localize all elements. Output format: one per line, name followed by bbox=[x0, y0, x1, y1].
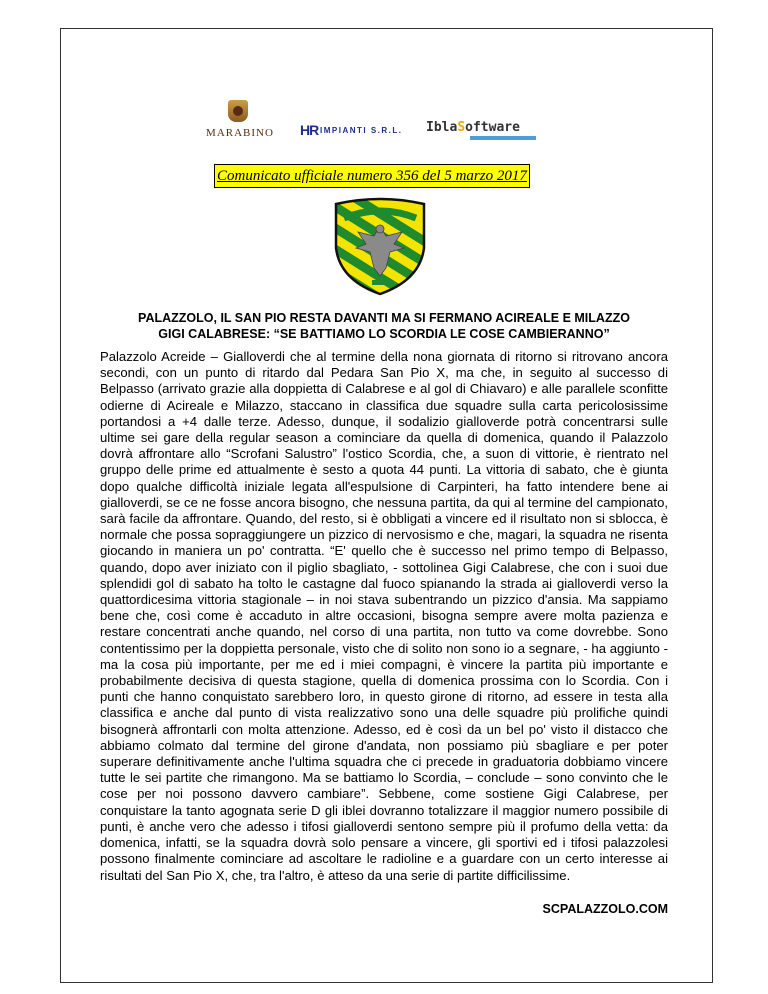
marabino-wordmark: MARABINO bbox=[206, 127, 274, 139]
ibla-software-word-right: oftware bbox=[465, 120, 520, 135]
article-headline bbox=[98, 310, 670, 342]
ibla-software-wordmark bbox=[426, 120, 520, 135]
communique-title: Comunicato ufficiale numero 356 del 5 marzo 2017 bbox=[214, 164, 530, 188]
headline-line-1: PALAZZOLO, IL SAN PIO RESTA DAVANTI MA SI FERMANO ACIREALE E MILAZZO bbox=[138, 311, 630, 325]
article-body: Palazzolo Acreide – Gialloverdi che al termine della nona giornata di ritorno si ritrovano ancora secondi, con un punto di ritardo dal Pedara San Pio X, ma che, in seguito al successo di Belpasso (arrivato grazie alla doppietta di Calabrese e al gol di Chiavaro) e alle parallele sconfitte odierne di Acireale e Milazzo, staccano in classifica due squadre sulla carta pericolosissime portandosi a +4 dalle terze. Adesso, dunque, il sodalizio gialloverde potrà concentrarsi sulle ultime sei gare della regular season a cominciare da quella di domenica, quando il Palazzolo dovrà affrontare allo “Scrofani Salustro” l'ostico Scordia, che, a suon di vittorie, è rientrato nel gruppo delle prime ed attualmente è sesto a quota 44 punti. La vittoria di sabato, che è giunta dopo qualche difficoltà iniziale legata all'espulsione di Carpinteri, ha fatto intendere bene ai gialloverdi, se ce ne fosse ancora bisogno, che nessuna partita, da qui al termine del campionato, sarà facile da affrontare. Quando, del resto, si è obbligati a vincere ed il risultato non si sblocca, è normale che possa sopraggiungere un pizzico di nervosismo e che, magari, la squadra ne risenta giocando in maniera un po' contratta. “E' quello che è successo nel primo tempo di Belpasso, quando, dopo aver iniziato con il piglio sbagliato, - sottolinea Gigi Calabrese, che con i suoi due splendidi gol di sabato ha tolto le castagne dal fuoco spianando la strada ai gialloverdi verso la quattordicesima vittoria stagionale – in noi stava subentrando un pizzico d'ansia. Ma sappiamo bene che, così come è accaduto in altre occasioni, bisogna sempre avere molta pazienza e restare concentrati anche quando, nel corso di una partita, non tutto va come dovrebbe. Sono contentissimo per la doppietta personale, visto che di solito non sono io a segnare, - ha aggiunto - ma la cosa più importante, per me ed i miei compagni, è vincere la partita più importante e probabilmente decisiva di questa stagione, quella di domenica prossima con lo Scordia. Con i punti che hanno conquistato sarebbero loro, in questo girone di ritorno, ad essere in testa alla classifica e anche dal punto di vista realizzativo sono una delle squadre più prolifiche quindi bisognerà affrontarli con molta attenzione. Adesso, ed è così da un bel po' visto il distacco che abbiamo colmato dal termine del girone d'andata, non possiamo più sbagliare e per poter superare definitivamente anche l'ultima squadra che ci precede in graduatoria dobbiamo vincere tutte le sei partite che rimangono. Ma se battiamo lo Scordia, – conclude – sono convinto che le cose per noi possono davvero cambiare”. Sebbene, come sostiene Gigi Calabrese, per conquistare la tanto agognata serie D gli iblei dovranno totalizzare il maggior numero possibile di punti, è anche vero che adesso i tifosi gialloverdi sentono sempre più il profumo della vetta: da domenica, infatti, se la squadra dovrà solo pensare a vincere, gli sportivi ed i tifosi palazzolesi possono finalmente cominciare ad ascoltare le radioline e a guardare con un certo interesse ai risultati del San Pio X, che, tra l'altro, è atteso da una serie di partite difficilissime. bbox=[100, 349, 668, 883]
marabino-crest-icon bbox=[228, 100, 248, 122]
marabino-logo bbox=[204, 100, 274, 145]
ibla-software-logo bbox=[426, 120, 538, 142]
club-crest-icon bbox=[330, 196, 430, 296]
source-signature: SCPALAZZOLO.COM bbox=[542, 902, 668, 916]
club-crest-svg bbox=[330, 196, 430, 296]
hr-impianti-logo bbox=[300, 122, 410, 138]
ibla-software-word-left: Ibla bbox=[426, 120, 458, 135]
ibla-software-tagline-bar bbox=[470, 136, 536, 140]
hr-impianti-mark: HR bbox=[300, 122, 319, 138]
sponsor-logos bbox=[0, 100, 768, 145]
hr-impianti-wordmark: IMPIANTI S.R.L. bbox=[320, 126, 403, 135]
headline-line-2: GIGI CALABRESE: “SE BATTIAMO LO SCORDIA LE COSE CAMBIERANNO” bbox=[158, 327, 610, 341]
ibla-software-word-s: S bbox=[457, 120, 466, 135]
